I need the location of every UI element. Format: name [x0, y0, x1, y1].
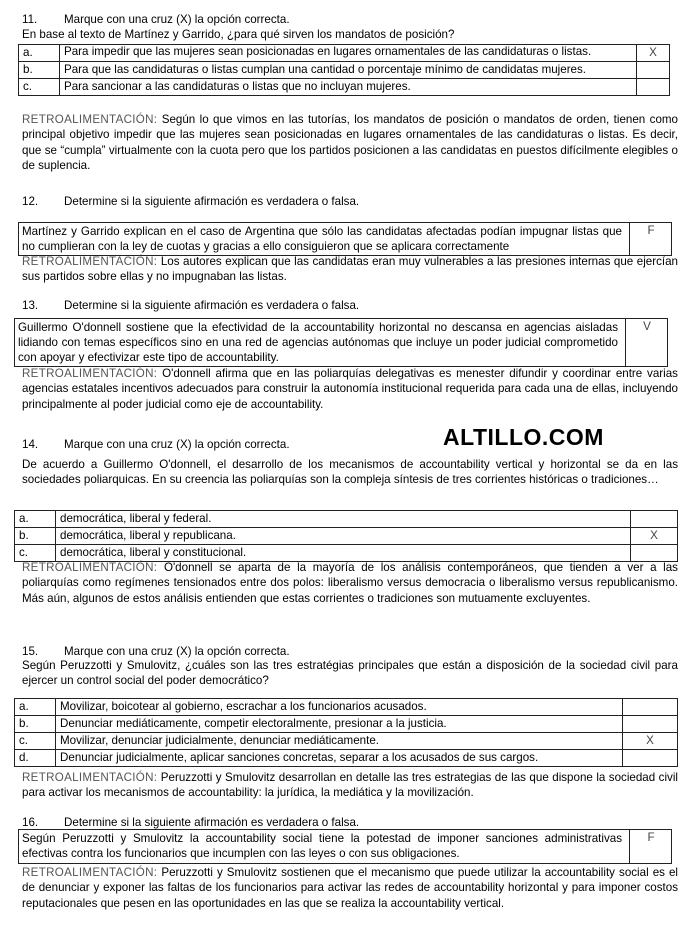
option-row[interactable]	[15, 511, 678, 528]
feedback-text: Peruzzotti y Smulovitz desarrollan en detalle las tres estrategias de las que dispone la sociedad civil para activar los mecanismos de accountability: la jurídica, la mediática y la movilización.	[22, 771, 678, 800]
option-mark[interactable]	[631, 545, 678, 562]
feedback-text: Según lo que vimos en las tutorías, los mandatos de posición o mandatos de orden, tienen como principal objetivo impedir que las mujeres sean posicionadas en lugares ornamentales de las candidaturas o listas. Es decir, que se “cumpla” virtualmente con la cuota pero que los partidos posicionen a las candidatas en puestos difícilmente elegibles o de suplencia.	[22, 113, 679, 173]
statement-text: Según Peruzzotti y Smulovitz la accountability social tiene la potestad de imponer sanciones administrativas efectivas contra los funcionarios que incumplen con las leyes o con sus obligaciones.	[22, 832, 622, 861]
question-number: 14.	[22, 438, 39, 451]
feedback-label: RETROALIMENTACIÓN:	[22, 255, 158, 268]
option-row[interactable]	[15, 716, 678, 733]
question-13-statement-box	[14, 318, 668, 367]
answer-box[interactable]: F	[629, 223, 672, 255]
feedback-text: O'donnell afirma que en las poliarquías delegativas es menester difundir y coordinar entre varias agencias estatales incentivos adecuados para construir la autonomía institucional requerida para cada una de ellas, incluyendo principalmente al poder judicial como eje de accountability.	[22, 367, 678, 411]
option-mark[interactable]: X	[637, 45, 670, 62]
option-row[interactable]	[19, 79, 670, 96]
question-11-prompt: En base al texto de Martínez y Garrido, ¿para qué sirven los mandatos de posición?	[22, 28, 455, 41]
option-text: Movilizar, boicotear al gobierno, escrachar a los funcionarios acusados.	[56, 699, 623, 716]
option-row[interactable]	[15, 733, 678, 750]
option-letter: a.	[19, 45, 60, 62]
option-letter: c.	[15, 733, 56, 750]
question-14-options-table	[14, 510, 678, 562]
option-text: democrática, liberal y constitucional.	[56, 545, 631, 562]
option-mark[interactable]	[623, 716, 678, 733]
question-number: 12.	[22, 195, 39, 208]
option-mark[interactable]	[623, 750, 678, 767]
feedback-text: Peruzzotti y Smulovitz sostienen que el mecanismo que puede utilizar la accountability social es el de denunciar y exponer las faltas de los funcionarios para activar las redes de accountability horizontal y para imponer costos reputacionales que pesen en las oportunidades en las que se realiza la accountability vertical.	[22, 866, 678, 910]
question-13-header	[22, 298, 359, 313]
option-text: Movilizar, denunciar judicialmente, denunciar mediáticamente.	[56, 733, 623, 750]
option-row[interactable]	[15, 750, 678, 767]
question-14-header	[22, 437, 290, 452]
question-16-header	[22, 815, 359, 830]
question-instruction: Marque con una cruz (X) la opción correcta.	[64, 13, 290, 26]
feedback-label: RETROALIMENTACIÓN:	[22, 367, 158, 380]
option-row[interactable]	[15, 699, 678, 716]
option-mark[interactable]	[631, 511, 678, 528]
question-11-feedback	[22, 112, 678, 174]
answer-box[interactable]: V	[625, 319, 668, 366]
option-row[interactable]	[19, 62, 670, 79]
question-11-header	[22, 12, 290, 27]
question-12-statement-box	[18, 222, 672, 256]
question-number: 15.	[22, 645, 39, 658]
feedback-text: Los autores explican que las candidatas eran muy vulnerables a las presiones internas que ejercían sus partidos sobre ellas y no impugnaban las listas.	[22, 255, 678, 284]
question-number: 11.	[22, 13, 38, 26]
question-instruction: Marque con una cruz (X) la opción correcta.	[64, 438, 290, 451]
question-12-header	[22, 194, 359, 209]
option-mark[interactable]	[623, 699, 678, 716]
feedback-label: RETROALIMENTACIÓN:	[22, 866, 158, 879]
option-row[interactable]	[15, 528, 678, 545]
watermark-logo: ALTILLO.COM	[443, 424, 604, 450]
question-16-statement-box	[18, 829, 672, 864]
question-15-feedback	[22, 770, 678, 801]
feedback-label: RETROALIMENTACIÓN:	[22, 113, 158, 126]
feedback-label: RETROALIMENTACIÓN:	[22, 771, 158, 784]
option-text: democrática, liberal y federal.	[56, 511, 631, 528]
question-11-options-table	[18, 44, 670, 96]
option-letter: a.	[15, 699, 56, 716]
option-mark[interactable]	[637, 79, 670, 96]
statement-text: Guillermo O'donnell sostiene que la efectividad de la accountability horizontal no descansa en agencias aisladas lidiando con temas específicos sino en una red de agencias autónomas que incluye un poder judicial comprometido con apoyar y efectivizar este tipo de accountability.	[18, 321, 618, 365]
question-instruction: Determine si la siguiente afirmación es verdadera o falsa.	[64, 816, 360, 829]
question-15-options-table	[14, 698, 678, 767]
statement-text: Martínez y Garrido explican en el caso de Argentina que sólo las candidatas afectadas podían impugnar listas que no cumplieran con la ley de cuotas y gracias a ello consiguieron que se aplicara correctamente	[22, 225, 622, 254]
option-letter: b.	[15, 716, 56, 733]
option-row[interactable]	[19, 45, 670, 62]
option-text: Para sancionar a las candidaturas o listas que no incluyan mujeres.	[60, 79, 637, 96]
feedback-label: RETROALIMENTACIÓN:	[22, 561, 158, 574]
question-15-prompt: Según Peruzzotti y Smulovitz, ¿cuáles son las tres estratégias principales que están a disposición de la sociedad civil para ejercer un control social del poder democrático?	[22, 659, 678, 688]
option-text: Para impedir que las mujeres sean posicionadas en lugares ornamentales de las candidaturas o listas.	[60, 45, 637, 62]
question-12-feedback	[22, 254, 678, 285]
feedback-text: O'donnell se aparta de la mayoría de los análisis contemporáneos, que tienden a ver a las poliarquías como regímenes tensionados entre dos polos: liberalismo versus democracia o liberalismo versus republicanismo. Más aún, algunos de estos análisis entienden que estas corrientes o tradiciones son mutuamente excluyentes.	[22, 561, 678, 605]
option-text: Para que las candidaturas o listas cumplan una cantidad o porcentaje mínimo de candidatas mujeres.	[60, 62, 637, 79]
question-number: 13.	[22, 299, 39, 312]
option-letter: b.	[15, 528, 56, 545]
option-mark[interactable]: X	[623, 733, 678, 750]
question-15-header	[22, 644, 290, 659]
option-mark[interactable]	[637, 62, 670, 79]
question-instruction: Determine si la siguiente afirmación es verdadera o falsa.	[64, 195, 360, 208]
option-letter: c.	[19, 79, 60, 96]
option-letter: a.	[15, 511, 56, 528]
option-letter: b.	[19, 62, 60, 79]
option-letter: c.	[15, 545, 56, 562]
option-text: democrática, liberal y republicana.	[56, 528, 631, 545]
option-letter: d.	[15, 750, 56, 767]
option-mark[interactable]: X	[631, 528, 678, 545]
question-instruction: Marque con una cruz (X) la opción correcta.	[64, 645, 290, 658]
question-instruction: Determine si la siguiente afirmación es verdadera o falsa.	[64, 299, 360, 312]
question-16-feedback	[22, 865, 678, 911]
question-number: 16.	[22, 816, 39, 829]
question-13-feedback	[22, 366, 678, 412]
option-text: Denunciar judicialmente, aplicar sanciones concretas, separar a los acusados de sus cargos.	[56, 750, 623, 767]
answer-box[interactable]: F	[629, 830, 672, 863]
option-text: Denunciar mediáticamente, competir electoralmente, presionar a la justicia.	[56, 716, 623, 733]
question-14-feedback	[22, 560, 678, 606]
question-14-prompt: De acuerdo a Guillermo O'donnell, el desarrollo de los mecanismos de accountability vertical y horizontal se da en las sociedades poliarquicas. En su creencia las poliarquías son la compleja síntesis de tres corrientes históricas o tradiciones…	[22, 458, 678, 487]
option-row[interactable]	[15, 545, 678, 562]
